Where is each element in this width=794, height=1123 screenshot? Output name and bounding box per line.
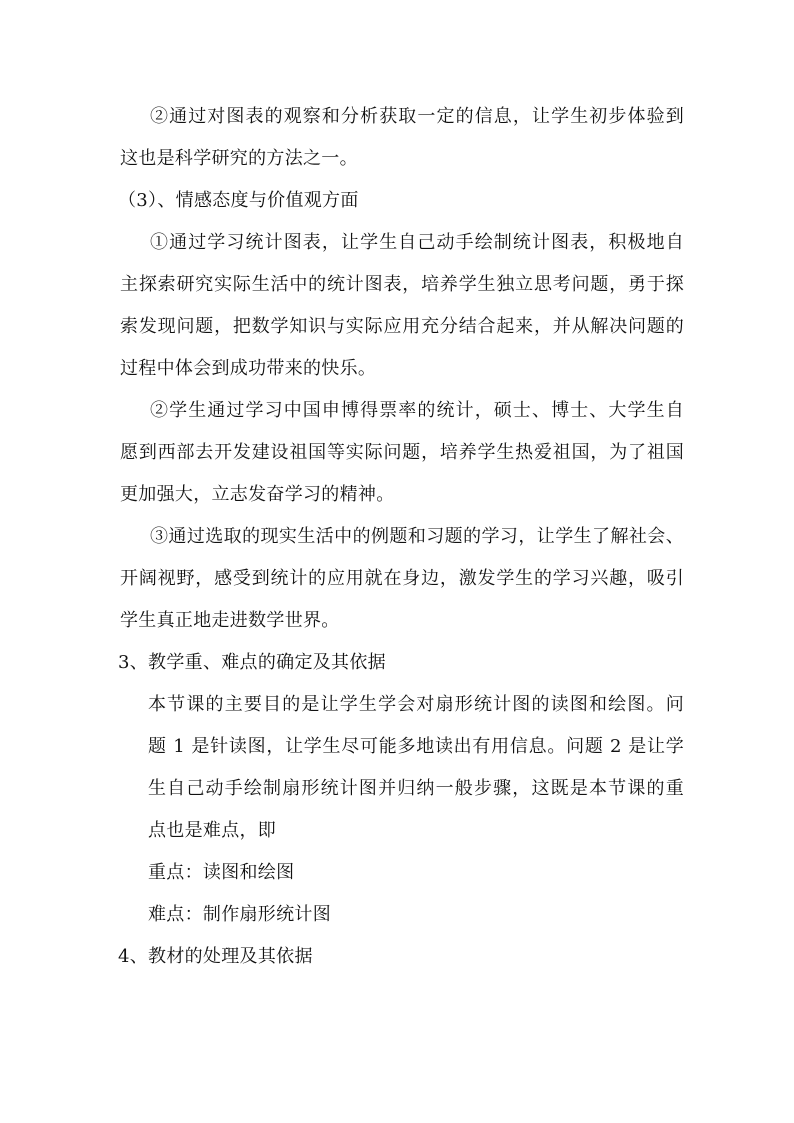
paragraph-line: 开阔视野，感受到统计的应用就在身边，激发学生的学习兴趣，吸引 <box>120 568 684 589</box>
paragraph-line: 学生真正地走进数学世界。 <box>120 610 340 631</box>
paragraph-line: 题 1 是针读图，让学生尽可能多地读出有用信息。问题 2 是让学 <box>148 736 684 757</box>
paragraph-line: 主探索研究实际生活中的统计图表，培养学生独立思考问题，勇于探 <box>120 274 684 295</box>
paragraph-line: 更加强大，立志发奋学习的精神。 <box>120 484 395 505</box>
paragraph-line: 点也是难点，即 <box>148 820 277 841</box>
section-heading: 4、教材的处理及其依据 <box>118 946 313 967</box>
paragraph-line: ②学生通过学习中国申博得票率的统计，硕士、博士、大学生自 <box>150 400 684 421</box>
difficult-point: 难点：制作扇形统计图 <box>148 904 331 925</box>
paragraph-line: 本节课的主要目的是让学生学会对扇形统计图的读图和绘图。问 <box>148 694 684 715</box>
paragraph-line: ①通过学习统计图表，让学生自己动手绘制统计图表，积极地自 <box>150 232 684 253</box>
paragraph-line: 这也是科学研究的方法之一。 <box>120 148 358 169</box>
paragraph-line: 过程中体会到成功带来的快乐。 <box>120 358 377 379</box>
paragraph-line: ②通过对图表的观察和分析获取一定的信息，让学生初步体验到 <box>150 106 684 127</box>
key-point: 重点：读图和绘图 <box>148 862 295 883</box>
paragraph-line: ③通过选取的现实生活中的例题和习题的学习，让学生了解社会、 <box>150 526 684 547</box>
paragraph-line: 愿到西部去开发建设祖国等实际问题，培养学生热爱祖国，为了祖国 <box>120 442 684 463</box>
paragraph-line: 索发现问题，把数学知识与实际应用充分结合起来，并从解决问题的 <box>120 316 684 337</box>
paragraph-line: 生自己动手绘制扇形统计图并归纳一般步骤，这既是本节课的重 <box>148 778 684 799</box>
section-heading: 3、教学重、难点的确定及其依据 <box>118 652 386 673</box>
section-heading: （3）、情感态度与价值观方面 <box>118 190 359 211</box>
